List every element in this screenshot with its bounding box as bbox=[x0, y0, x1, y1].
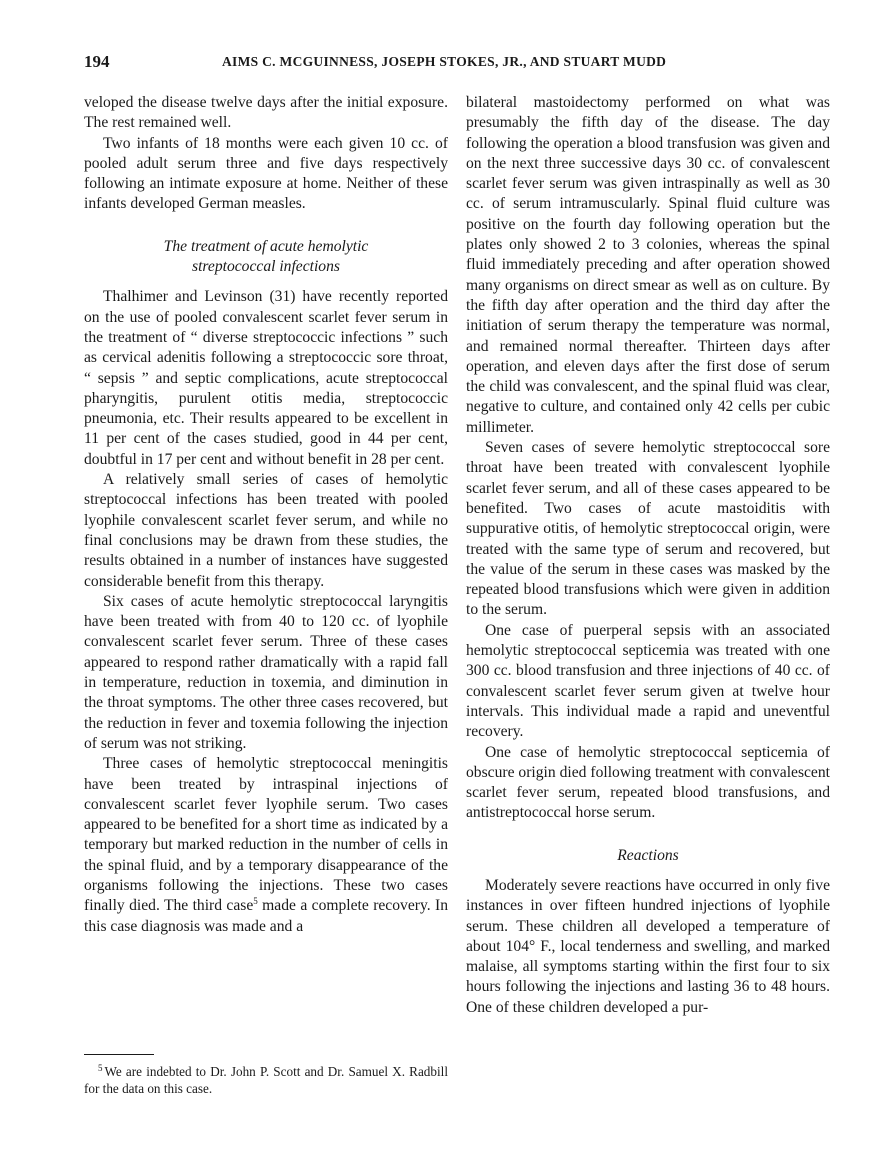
paragraph: One case of hemolytic streptococcal septicemia of obscure origin died following treatment with convalescent scarlet fever serum, repeated blood transfusions, and antistreptococcal horse serum. bbox=[466, 743, 830, 822]
footnote-divider bbox=[84, 1054, 154, 1055]
footnote bbox=[84, 1063, 448, 1097]
paragraph: A relatively small series of cases of hemolytic streptococcal infections has been treated with pooled lyophile convalescent scarlet fever serum, and while no final conclusions may be drawn from these studies, the results obtained in a number of instances have suggested considerable benefit from this therapy. bbox=[84, 471, 448, 590]
heading-line: The treatment of acute hemolytic bbox=[163, 237, 369, 255]
page-number: 194 bbox=[84, 52, 110, 71]
paragraph: bilateral mastoidectomy performed on what was presumably the fifth day of the disease. The day following the operation a blood transfusion was given and on the next three successive days 30 cc. of convalescent scarlet fever serum was given intraspinally as well as 30 cc. of serum intramuscularly. Spinal fluid culture was positive on the fourth day following operation but the plates only showed 2 to 3 colonies, whereas the spinal fluid immediately preceding and after operation showed many organisms on direct smear as well as on culture. By the fifth day after operation and the third day after the initiation of serum therapy the temperature was normal, and remained normal thereafter. Thirteen days after operation, and eleven days after the first dose of serum the child was convalescent, and the spinal fluid was clear, negative to culture, and contained only 42 cells per cubic millimeter. bbox=[466, 94, 830, 436]
section-heading-reactions: Reactions bbox=[617, 846, 679, 864]
right-column bbox=[466, 93, 830, 1018]
paragraph: Two infants of 18 months were each given 10 cc. of pooled adult serum three and five days respectively following an intimate exposure at home. Neither of these infants developed German measles. bbox=[84, 134, 448, 213]
heading-line: streptococcal infections bbox=[192, 258, 340, 276]
paragraph: Moderately severe reactions have occurred in only five instances in over fifteen hundred injections of lyophile serum. These children all developed a temperature of about 104° F., local tenderness and swelling, and marked malaise, all symptoms starting within the first four to six hours following the injections and lasting 36 to 48 hours. One of these children developed a pur- bbox=[466, 876, 830, 1016]
footnote-reference[interactable]: 5 bbox=[253, 896, 258, 907]
paragraph-text: Three cases of hemolytic streptococcal meningitis have been treated by intraspinal injections of convalescent scarlet fever lyophile serum. Two cases appeared to be benefited for a short time as indicated by a temporary but marked reduction in the number of cells in the spinal fluid, and by a temporary disappearance of the organisms following the injections. These two cases finally died. The third case bbox=[84, 755, 448, 915]
running-head-authors: AIMS C. MCGUINNESS, JOSEPH STOKES, JR., AND STUART MUDD bbox=[222, 54, 667, 69]
footnote-mark: 5 bbox=[98, 1062, 103, 1073]
paragraph-text: made a complete recovery. In this case diagnosis was made and a bbox=[84, 897, 449, 935]
paragraph: veloped the disease twelve days after the initial exposure. The rest remained well. bbox=[84, 94, 448, 132]
footnote-text: We are indebted to Dr. John P. Scott and Dr. Samuel X. Radbill for the data on this case. bbox=[84, 1064, 448, 1096]
paragraph: One case of puerperal sepsis with an associated hemolytic streptococcal septicemia was treated with one 300 cc. blood transfusion and three injections of 40 cc. of convalescent scarlet fever serum given at twelve hour intervals. This individual made a rapid and uneventful recovery. bbox=[466, 621, 830, 741]
section-heading-streptococcal-treatment bbox=[84, 237, 448, 278]
paragraph: Seven cases of severe hemolytic streptococcal sore throat have been treated with convalescent lyophile scarlet fever serum, and all of these cases appeared to be benefited. Two cases of acute mastoiditis with suppurative otitis, of hemolytic streptococcal origin, were treated with the same type of serum and recovered, but the value of the serum in these cases was masked by the repeated blood transfusions which were given in addition to the serum. bbox=[466, 439, 830, 619]
running-head bbox=[0, 52, 890, 76]
paragraph bbox=[84, 754, 448, 937]
paragraph: Six cases of acute hemolytic streptococcal laryngitis have been treated with from 40 to 120 cc. of lyophile convalescent scarlet fever serum. Three of these cases appeared to respond rather dramatically with a rapid fall in temperature, reduction in toxemia, and diminution in the throat symptoms. The other three cases recovered, but the reduction in fever and toxemia following the injection of serum was not striking. bbox=[84, 592, 448, 752]
left-column bbox=[84, 93, 448, 937]
paragraph: Thalhimer and Levinson (31) have recently reported on the use of pooled convalescent scarlet fever serum in the treatment of “ diverse streptococcic infections ” such as cervical adenitis following a streptococcic sore throat, “ sepsis ” and septic complications, acute streptococcal pharyngitis, purulent otitis media, streptococcic pneumonia, etc. Their results appeared to be excellent in 11 per cent of the cases studied, good in 44 per cent, doubtful in 17 per cent and without benefit in 28 per cent. bbox=[84, 288, 448, 468]
